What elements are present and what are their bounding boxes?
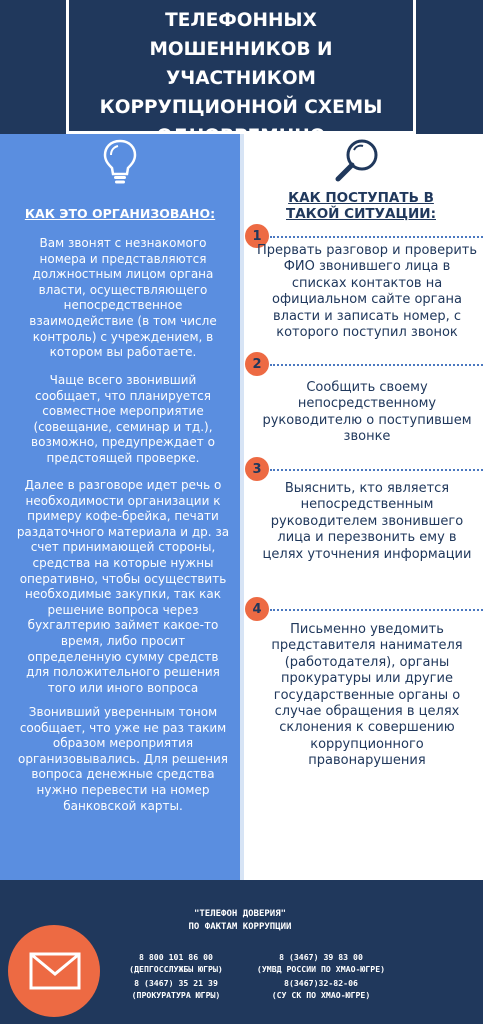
step-separator: [270, 469, 483, 471]
title-line: КОРРУПЦИОННОЙ СХЕМЫ: [99, 96, 383, 118]
contact-phone: 8 (3467) 39 83 00: [279, 952, 363, 962]
step-number-badge: 3: [245, 457, 269, 481]
contact-org: (УМВД РОССИИ ПО ХМАО-ЮГРЕ): [256, 964, 386, 975]
contact-block: [110, 951, 242, 975]
title-line: МОШЕННИКОВ И УЧАСТНИКОМ: [149, 38, 333, 89]
contact-block: [110, 977, 242, 1001]
page-title: [79, 0, 403, 151]
header: [0, 0, 483, 134]
step-separator: [270, 609, 483, 611]
contact-phone: 8 (3467) 35 21 39: [134, 978, 218, 988]
hotline-title-line: "ТЕЛЕФОН ДОВЕРИЯ": [193, 909, 287, 919]
step-number-badge: 2: [245, 352, 269, 376]
envelope-icon: [29, 952, 81, 990]
scenario-paragraph: Чаще всего звонивший сообщает, что планируется совместное мероприятие (совещание, семинар и тд.), возможно, предупреждает о предстоящей проверке.: [31, 373, 215, 465]
scenario-paragraph: Звонивший уверенным тоном сообщает, что уже не раз таким образом мероприятия организовывались. Для решения вопроса денежные средства нужно перевести на номер банковской карты.: [17, 705, 229, 813]
step-text: Письменно уведомить представителя нанимателя (работодателя), органы прокуратуры или другие государственные органы о случае обращения в целях склонения к совершению коррупционного правонарушения: [271, 622, 463, 769]
right-heading: КАК ПОСТУПАТЬ В ТАКОЙ СИТУАЦИИ:: [286, 190, 436, 222]
step-separator: [270, 364, 483, 366]
step-text: Сообщить своему непосредственному руководителю о поступившем звонке: [262, 380, 472, 445]
scenario-paragraph: Далее в разговоре идет речь о необходимости организации к примеру кофе-брейка, печати раздаточного материала и др. за счет принимающей стороны, средства на которые нужны оперативно, чтобы осуществить необходимые закупки, так как решение вопроса через бухгалтерию займет какое-то время, либо просит определенную сумму средств для положительного решения того или иного вопроса: [16, 478, 230, 695]
contact-block: [246, 951, 396, 975]
hotline-title: [140, 908, 340, 934]
step-text: Выяснить, кто является непосредственным руководителем звонившего лица и перезвонить ему в целях уточнения информации: [262, 481, 472, 562]
column-divider: [240, 134, 244, 880]
title-line: ТЕЛЕФОННЫХ: [165, 9, 317, 31]
step-text: Прервать разговор и проверить ФИО звонившего лица в списках контактов на официальном сайте органа власти и записать номер, с которого поступил звонок: [256, 243, 478, 341]
title-box: [66, 0, 416, 134]
contact-org: (СУ СК ПО ХМАО-ЮГРЕ): [271, 990, 371, 1001]
contact-org: (ДЕПГОССЛУЖБЫ ЮГРЫ): [129, 964, 223, 975]
contact-phone: 8(3467)32-82-06: [284, 978, 358, 988]
contact-phone: 8 800 101 86 00: [139, 952, 213, 962]
magnifier-icon: [332, 136, 382, 186]
scenario-paragraph: Вам звонят с незнакомого номера и представляются должностным лицом органа власти, осуществляющего непосредственное взаимодействие (в том числе контроль) с учреждением, в котором вы работаете.: [29, 236, 217, 360]
step-number-badge: 4: [245, 597, 269, 621]
hotline-title-line: ПО ФАКТАМ КОРРУПЦИИ: [188, 922, 292, 932]
left-heading: КАК ЭТО ОРГАНИЗОВАНО:: [24, 206, 216, 221]
step-separator: [270, 236, 483, 238]
contact-block: [246, 977, 396, 1001]
step-number-badge: 1: [245, 224, 269, 248]
lightbulb-icon: [100, 138, 140, 186]
contact-org: (ПРОКУРАТУРА ЮГРЫ): [131, 990, 221, 1001]
